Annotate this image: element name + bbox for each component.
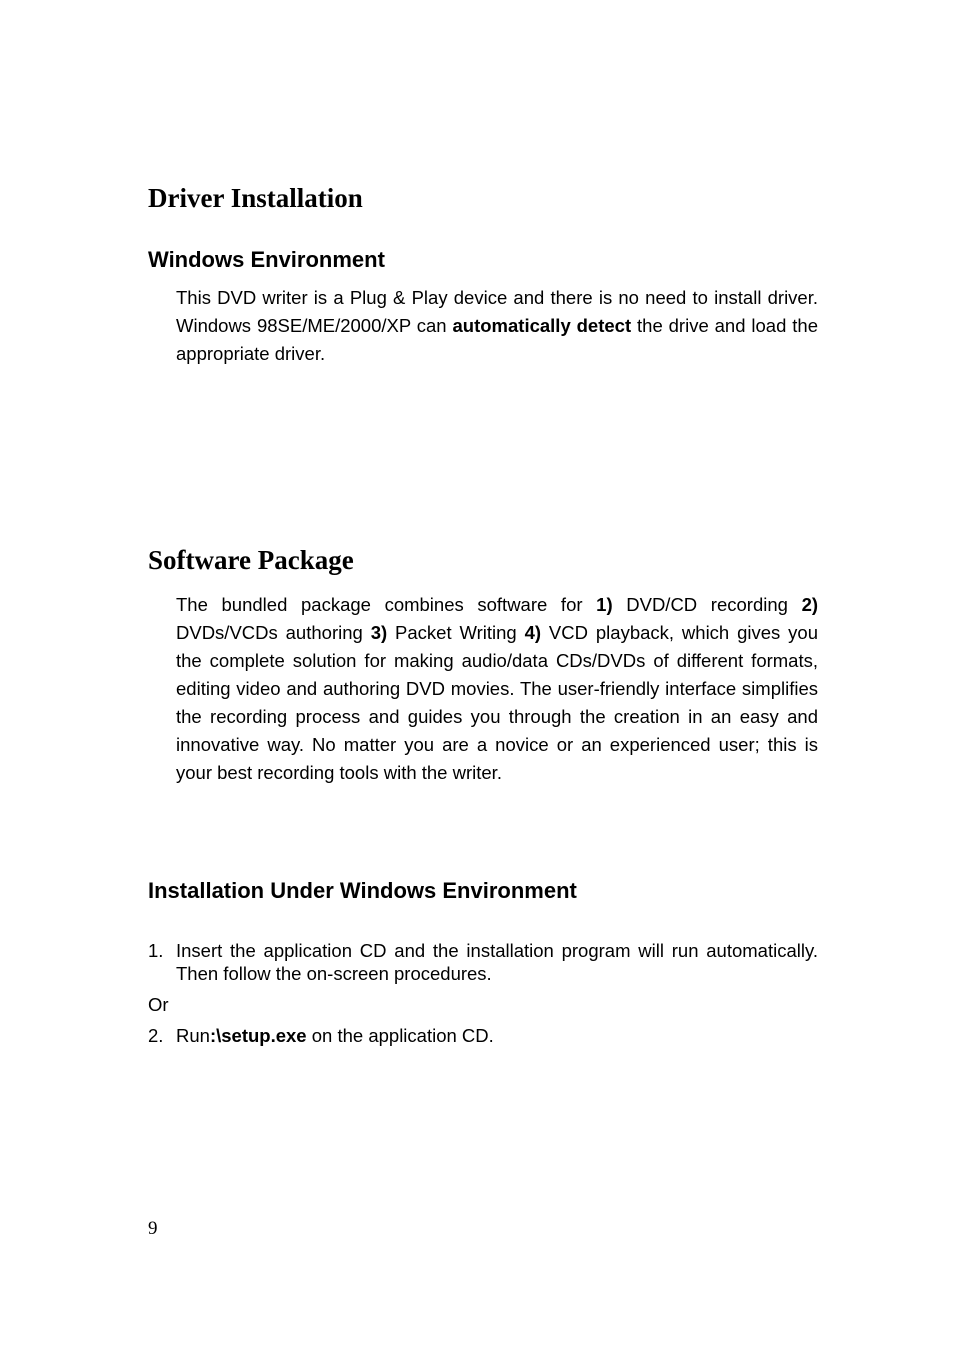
section-title-driver-installation: Driver Installation: [148, 183, 363, 213]
windows-environment-paragraph: [176, 284, 818, 368]
software-bold-2: 2): [801, 594, 819, 615]
section-title-software-package: Software Package: [148, 545, 354, 575]
step-2-text-post: on the application CD.: [306, 1025, 494, 1046]
or-separator: Or: [148, 994, 169, 1015]
software-text-4: Packet Writing: [387, 622, 525, 643]
windows-env-bold-text: automatically detect: [452, 315, 632, 336]
software-bold-4: 4): [524, 622, 542, 643]
step-1-text: Insert the application CD and the installation program will run automatically. Then follow the on-screen procedures.: [176, 940, 818, 984]
step-2-text-pre: Run: [176, 1025, 210, 1046]
windows-env-text-1: This DVD writer is a Plug & Play device and there is no need to install driver. Windows 98SE/ME/2000/XP can: [176, 287, 818, 336]
software-text-3: DVDs/VCDs authoring: [176, 622, 371, 643]
setup-exe-path: :\setup.exe: [209, 1025, 307, 1046]
software-bold-1: 1): [596, 594, 613, 615]
step-2-number: 2.: [148, 1025, 164, 1046]
windows-env-text-2: the drive and load the appropriate driver.: [176, 315, 818, 364]
page-number: 9: [148, 1218, 158, 1239]
software-package-paragraph: [176, 591, 818, 787]
subheading-windows-environment: Windows Environment: [148, 247, 385, 272]
step-1-number: 1.: [148, 940, 164, 961]
subheading-installation-under-windows: Installation Under Windows Environment: [148, 878, 577, 903]
software-text-1: The bundled package combines software for: [176, 594, 597, 615]
step-2-text: [176, 1024, 494, 1047]
software-text-5: VCD playback, which gives you the complete solution for making audio/data CDs/DVDs of different formats, editing video and authoring DVD movies. The user-friendly interface simplifies the recording process and guides you through the creation in an easy and innovative way. No matter you are a novice or an experienced user; this is your best recording tools with the writer.: [176, 622, 819, 783]
software-text-2: DVD/CD recording: [612, 594, 802, 615]
software-bold-3: 3): [370, 622, 388, 643]
